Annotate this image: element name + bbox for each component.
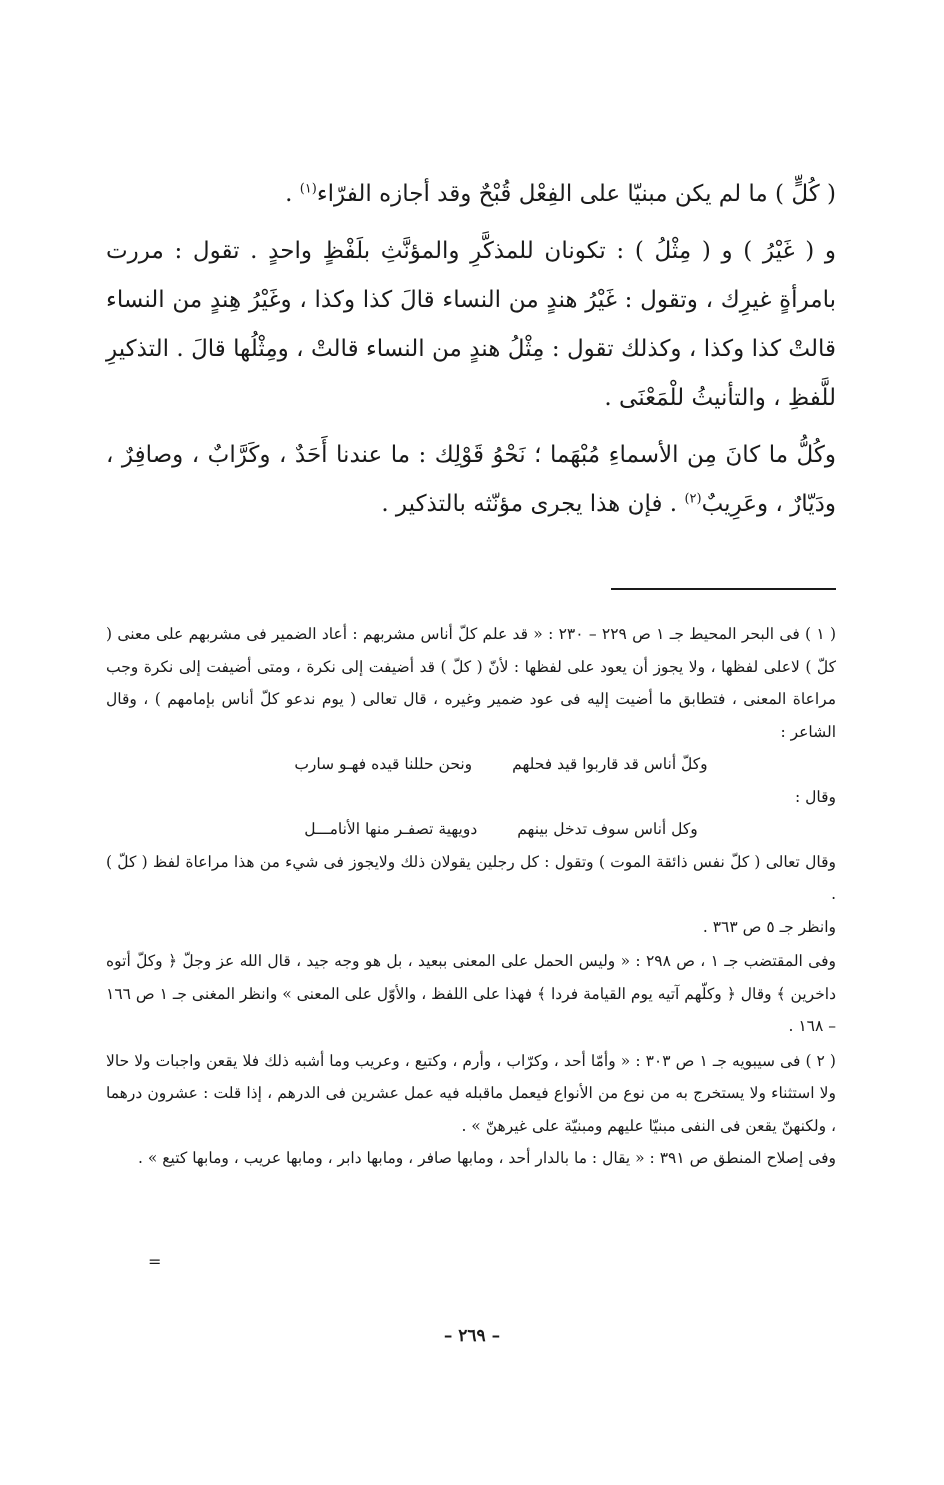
page-number: – ٢٦٩ – xyxy=(443,1326,501,1346)
footnote-1: ( ١ ) فى البحر المحيط جـ ١ ص ٢٢٩ – ٢٣٠ : « قد علم كلّ أناس مشربهم : أعاد الضمير فى مشربهم على معنى ( كلّ ) لاعلى لفظها ، ولا يجوز أن يعود على لفظها : لأنّ ( كلّ ) قد أضيفت إلى نكرة ، ومتى أضيفت إلى نكرة وجب مراعاة المعنى ، فتطابق ما أضيت إليه فى عود ضمير وغيره ، قال تعالى ( يوم ندعو كلّ أناس بإمامهم ) ، وقال الشاعر : xyxy=(106,625,836,741)
verse-2-second-hemistich: دويهية تصفـر منها الأنامـــل xyxy=(304,820,478,838)
main-paragraph-1 xyxy=(106,170,836,219)
main-paragraph-1-text: ( كُلٍّ ) ما لم يكن مبنيّا على الفِعْل قُبْحٌ وقد أجازه الفرّاء xyxy=(316,181,836,207)
continuation-mark: = xyxy=(148,1252,162,1271)
footnote-1-muqtadab: وفى المقتضب جـ ١ ، ص ٢٩٨ : « وليس الحمل على المعنى ببعيد ، بل هو وجه جيد ، قال الله عز وجلّ ﴿ وكلّ أتوه داخرين ﴾ وقال ﴿ وكلّهم آتيه يوم القيامة فردا ﴾ فهذا على اللفظ ، والأوّل على المعنى » وانظر المغنى جـ ١ ص ١٦٦ – ١٦٨ . xyxy=(106,952,836,1035)
footnote-divider xyxy=(611,588,836,590)
footnotes xyxy=(106,618,836,1175)
footnote-ref-2: (٢) xyxy=(684,491,702,507)
main-paragraph-3-text-a: وكُلُّ ما كانَ مِن الأسماءِ مُبْهَما ؛ نَحْوُ قَوْلِك : ما عندنا أَحَدٌ ، وكَرَّابٌ ، وصافِرٌ ، ودَيّارٌ ، وعَرِيبٌ xyxy=(106,442,836,517)
main-paragraph-3 xyxy=(106,431,836,529)
main-text xyxy=(106,170,836,529)
footnote-1-see-also: وانظر جـ ٥ ص ٣٦٣ . xyxy=(702,917,836,936)
main-paragraph-1-end: . xyxy=(285,181,300,207)
main-paragraph-3-text-b: . فإن هذا يجرى مؤنّثه بالتذكير . xyxy=(381,491,685,517)
footnote-2: ( ٢ ) فى سيبويه جـ ١ ص ٣٠٣ : « وأمّا أحد ، وكرّاب ، وأرم ، وكتيع ، وعريب وما أشبه ذلك فلا يقعن واجبات ولا حالا ولا استثناء ولا يستخرج به من نوع من الأنواع فيعمل ماقبله فيه عمل عشرين فى الدرهم ، إذا قلت : عشرون درهما ، ولكنهنّ يقعن فى النفى مبنيّا عليهم ومبنيّة على غيرهنّ » . xyxy=(106,1051,836,1135)
footnote-ref-1: (١) xyxy=(299,181,317,197)
verse-1-second-hemistich: ونحن حللنا قيده فهـو سارب xyxy=(294,755,473,773)
main-paragraph-2: و ( غَيْرُ ) و ( مِثْلُ ) : تكونان للمذكَّرِ والمؤنَّثِ بلَفْظٍ واحدٍ . تقول : مررت بامرأةٍ غيرِك ، وتقول : غَيْرُ هندٍ من النساء قالَ كذا وكذا ، وغَيْرُ هِندٍ من النساء قالتْ كذا وكذا ، وكذلك تقول : مِثْلُ هندٍ من النساء قالتْ ، ومِثْلُها قالَ . التذكيرِ للَّفظِ ، والتأنيثُ للْمَعْنَى . xyxy=(106,238,836,411)
verse-line-1 xyxy=(106,748,836,781)
footnote-1-qala: وقال : xyxy=(794,787,836,806)
verse-2-first-hemistich: وكل أناس سوف تدخل بينهم xyxy=(517,820,698,838)
verse-line-2 xyxy=(106,813,836,846)
footnote-1-continuation: وقال تعالى ( كلّ نفس ذائقة الموت ) وتقول : كل رجلين يقولان ذلك ولايجوز فى شيء من هذا مراعاة لفظ ( كلّ ) . xyxy=(106,852,836,903)
footnote-2-islah: وفى إصلاح المنطق ص ٣٩١ : « يقال : ما بالدار أحد ، ومابها صافر ، ومابها دابر ، ومابها عريب ، ومابها كتيع » . xyxy=(138,1149,836,1167)
verse-1-first-hemistich: وكلّ أناس قد قاربوا قيد فحلهم xyxy=(512,755,708,773)
